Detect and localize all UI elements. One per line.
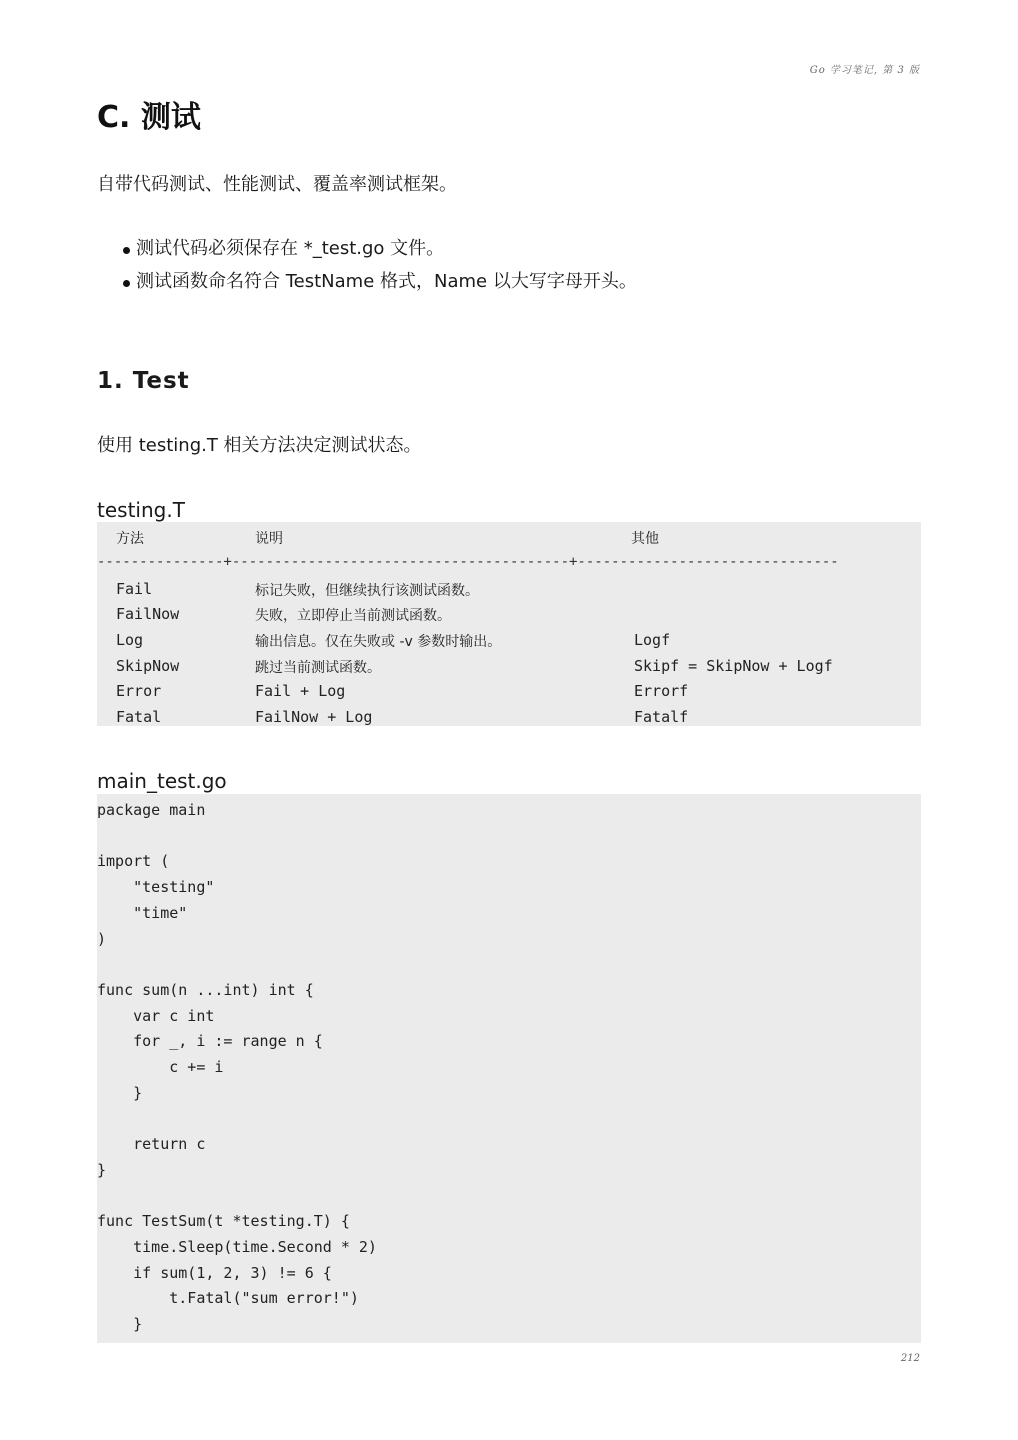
header-other: 其他 (631, 531, 659, 547)
table-row (97, 580, 921, 605)
bullet-list (120, 234, 637, 300)
cell-other: Logf (634, 631, 671, 649)
table-row (97, 682, 921, 707)
cell-method: FailNow (116, 605, 180, 623)
cell-method: Fatal (116, 708, 162, 726)
code-block (97, 794, 921, 1343)
cell-method: Error (116, 682, 162, 700)
cell-description: FailNow + Log (255, 708, 373, 726)
page-number: 212 (900, 1353, 920, 1364)
code-text: package main import ( "testing" "time" ) func sum(n ...int) int { var c int for _, i := range n { c += i } return c } func TestSum(t *testing.T) { time.Sleep(time.Second * 2) if sum(1, 2, 3) != 6 { t.Fatal("sum error!") } (97, 801, 377, 1334)
cell-description: Fail + Log (255, 682, 346, 700)
list-item (120, 234, 637, 267)
cell-description: 标记失败，但继续执行该测试函数。 (255, 583, 479, 599)
table-row (97, 605, 921, 630)
cell-other: Errorf (634, 682, 689, 700)
header-description: 说明 (255, 531, 283, 547)
table-header-row (97, 528, 921, 550)
table-row (97, 708, 921, 733)
cell-method: Log (116, 631, 144, 649)
cell-description: 跳过当前测试函数。 (255, 660, 381, 676)
header-method: 方法 (116, 531, 144, 547)
running-header: Go 学习笔记, 第 3 版 (809, 65, 920, 76)
table-row (97, 657, 921, 682)
list-item-text: 测试函数命名符合 TestName 格式，Name 以大写字母开头。 (136, 271, 637, 292)
cell-method: SkipNow (116, 657, 180, 675)
table-separator: ---------------+----------------------------------------+------------------------------- (97, 554, 839, 570)
cell-description: 失败，立即停止当前测试函数。 (255, 608, 451, 624)
bullet-icon (123, 247, 130, 254)
cell-method: Fail (116, 580, 153, 598)
bullet-icon (123, 280, 130, 287)
table-row (97, 631, 921, 656)
methods-table (97, 522, 921, 726)
chapter-title: C. 测试 (97, 100, 201, 135)
table-caption: testing.T (97, 498, 185, 522)
chapter-intro: 自带代码测试、性能测试、覆盖率测试框架。 (97, 174, 457, 195)
section-title: 1. Test (97, 368, 190, 394)
list-item (120, 267, 637, 300)
cell-description: 输出信息。仅在失败或 -v 参数时输出。 (255, 634, 502, 650)
cell-other: Fatalf (634, 708, 689, 726)
section-description: 使用 testing.T 相关方法决定测试状态。 (97, 435, 422, 456)
list-item-text: 测试代码必须保存在 *_test.go 文件。 (136, 238, 445, 259)
code-caption: main_test.go (97, 769, 227, 793)
cell-other: Skipf = SkipNow + Logf (634, 657, 833, 675)
